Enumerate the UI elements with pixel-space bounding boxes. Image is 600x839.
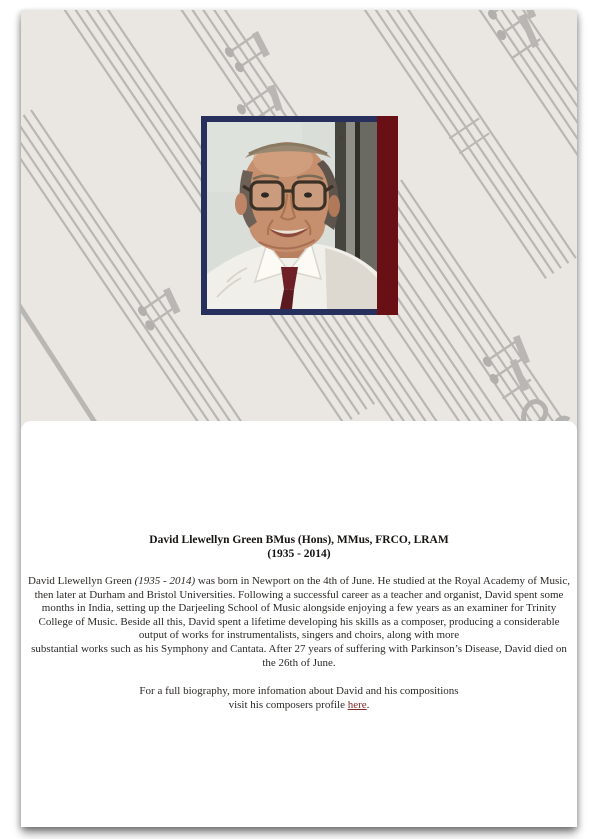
composer-profile-link[interactable]: here bbox=[347, 698, 367, 711]
title-name-line: David Llewellyn Green BMus (Hons), MMus, FRCO, LRAM bbox=[149, 534, 449, 546]
footer-line1: For a full biography, more infomation about David and his compositions bbox=[139, 685, 459, 698]
footer-note bbox=[27, 685, 571, 712]
bio-dates-italic: (1935 - 2014) bbox=[134, 575, 196, 587]
footer-line2-suffix: . bbox=[366, 698, 370, 711]
bio-intro: David Llewellyn Green bbox=[28, 575, 135, 587]
title-dates-line: (1935 - 2014) bbox=[267, 548, 331, 560]
portrait-frame bbox=[201, 116, 398, 315]
bio-part1: was born in Newport on the 4th of June. He studied at the Royal Academy of Music, then later at Durham and Bristol Universities. Following a successful career as a teacher and organist, David spent some months in India, setting up the Darjeeling School of Music alongside enjoying a few years as an examiner for Trinity College of Music. Beside all this, David spent a lifetime developing his skills as a composer, producing a considerable output of works for instrumentalists, singers and choirs, along with more bbox=[34, 575, 570, 642]
bio-part2: substantial works such as his Symphony and Cantata. After 27 years of suffering with Parkinson’s Disease, David died on the 26th of June. bbox=[31, 642, 567, 669]
frame-accent-strip bbox=[377, 116, 398, 315]
footer-line2-prefix: visit his composers profile bbox=[228, 698, 348, 711]
biography-paragraph bbox=[27, 575, 571, 670]
page-title bbox=[27, 533, 571, 561]
portrait-photo bbox=[207, 122, 377, 309]
content-card bbox=[21, 421, 577, 827]
page-paper bbox=[21, 10, 577, 827]
